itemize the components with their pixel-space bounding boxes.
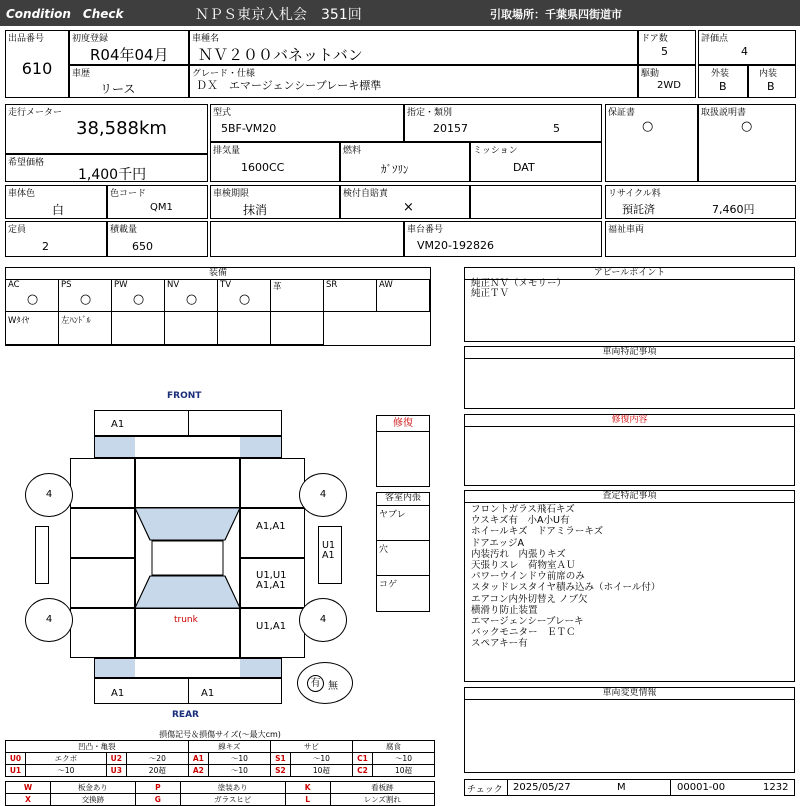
cabin-tear: ヤブレ — [379, 510, 406, 520]
appeal-line-0: 純正ＮＶ（メモリー） — [471, 278, 567, 289]
note-line-3: ドアエッジA — [471, 537, 525, 549]
history-box: 車歴 リース — [69, 65, 189, 98]
designation: 20157 — [433, 122, 468, 135]
note-line-4: 内装汚れ 内張りキズ — [471, 548, 566, 560]
inspection-notes-section — [464, 490, 795, 682]
displacement-box: 排気量 1600CC — [210, 142, 340, 182]
equip-opt-0: Wﾀｲﾔ — [5, 311, 59, 345]
blank-box — [470, 185, 602, 219]
equip-ac: AC ○ — [5, 279, 59, 312]
special-title: 車両特記事項 — [465, 347, 794, 359]
color-box: 車体色 白 — [5, 185, 107, 219]
left-mirror — [35, 526, 49, 584]
trunk-area — [135, 608, 240, 658]
front-right-fender — [240, 458, 305, 508]
legend-desc: ～10 — [290, 753, 352, 765]
lot-number: 610 — [21, 59, 53, 78]
capacity: 2 — [42, 240, 49, 253]
damage-legend — [5, 730, 435, 806]
check-label: チェック — [467, 785, 503, 795]
selfcert: × — [403, 200, 414, 215]
legend-code: U3 — [106, 765, 126, 777]
chassis-number: VM20-192826 — [417, 239, 494, 252]
body-color: 白 — [52, 203, 65, 217]
selfcert-box: 検付自賠責 × — [340, 185, 470, 219]
doors: 5 — [661, 45, 668, 58]
mileage: 38,588km — [76, 118, 167, 139]
warranty: ○ — [642, 119, 654, 134]
legend-code: A1 — [188, 753, 208, 765]
equip-sr: SR — [323, 279, 377, 312]
designation-box: 指定・類別 20157 5 — [404, 104, 602, 142]
legend-code: G — [135, 794, 180, 806]
welfare-box: 福祉車両 — [605, 221, 796, 257]
car-name: ＮＶ２００バネットバン — [198, 46, 363, 64]
repair-box — [376, 415, 430, 487]
legend-group-2: サビ — [270, 741, 352, 753]
spare-tire — [297, 662, 353, 704]
condition-check-title: Condition Check — [6, 7, 124, 21]
color-code: QM1 — [150, 202, 173, 213]
equip-ps: PS ○ — [58, 279, 112, 312]
cabin-title: 客室内張 — [377, 493, 429, 506]
equip-革: 革 — [270, 279, 324, 312]
special-section — [464, 346, 795, 409]
legend-desc: ガラスヒビ — [180, 794, 285, 806]
tire-front-left: 4 — [25, 473, 73, 517]
legend-desc: 板金あり — [51, 782, 136, 794]
legend-code: K — [285, 782, 330, 794]
legend-title: 損傷記号＆損傷サイズ(～最大cm) — [159, 730, 281, 739]
legend-desc: ～10 — [372, 753, 434, 765]
check-staff: M — [617, 782, 626, 793]
price: 1,400千円 — [78, 167, 147, 183]
legend-desc: レンズ割れ — [330, 794, 434, 806]
note-line-8: エアコン内外切替え ノブ欠 — [471, 593, 588, 605]
equip-opt-5 — [270, 311, 324, 345]
history: リース — [100, 82, 136, 96]
note-line-10: エマージェンシーブレーキ — [471, 616, 584, 628]
legend-code: U1 — [6, 765, 26, 777]
legend-group-3: 腐食 — [352, 741, 434, 753]
equip-opt-3 — [164, 311, 218, 345]
model-box: 型式 5BF-VM20 — [210, 104, 404, 142]
capacity-box: 定員 2 — [5, 221, 107, 257]
price-box: 希望価格 1,400千円 — [5, 154, 208, 182]
car-name-box: 車種名 ＮＶ２００バネットバン — [189, 30, 638, 65]
auction-title: ＮＰＳ東京入札会 351回 — [195, 7, 362, 23]
recycle-box: リサイクル料 預託済 7,460円 — [605, 185, 796, 219]
rear-label: REAR — [172, 710, 199, 720]
legend-code: U2 — [106, 753, 126, 765]
legend-code: X — [6, 794, 51, 806]
equip-opt-2 — [111, 311, 165, 345]
footer-bar — [464, 779, 795, 796]
interior-grade: B — [767, 80, 775, 93]
header-bar — [0, 0, 800, 26]
fuel-box: 燃料 ｶﾞｿﾘﾝ — [340, 142, 470, 182]
legend-group-0: 凹凸・亀裂 — [6, 741, 189, 753]
spare-yes: 有 — [307, 675, 324, 692]
changes-title: 車両変更情報 — [465, 688, 794, 700]
windshield-glass — [135, 508, 240, 608]
exterior-grade: B — [719, 80, 727, 93]
legend-desc: ～10 — [26, 765, 107, 777]
note-line-6: パワーウインドウ前席のみ — [471, 571, 585, 583]
right-rear-door: U1,U1 A1,A1 — [240, 558, 305, 608]
legend-desc: ～10 — [208, 765, 270, 777]
appeal-title: アピールポイント — [465, 268, 794, 280]
load-box: 積載量 650 — [107, 221, 208, 257]
repair-content-title: 修復内容 — [465, 415, 794, 427]
check-code: 1232 — [763, 782, 789, 793]
legend-desc: エクボ — [26, 753, 107, 765]
note-line-2: ホイールキズ ドアミラーキズ — [471, 526, 604, 538]
lot-box: 出品番号 610 — [5, 30, 69, 98]
equipment-section — [5, 267, 431, 346]
tire-front-right: 4 — [299, 473, 347, 517]
manual: ○ — [741, 119, 753, 134]
color-code-box: 色コード QM1 — [107, 185, 208, 219]
legend-code: S1 — [270, 753, 290, 765]
legend-group-1: 線キズ — [188, 741, 270, 753]
appeal-line-1: 純正ＴＶ — [471, 288, 510, 299]
legend-desc: ～20 — [126, 753, 188, 765]
displacement: 1600CC — [241, 161, 285, 174]
inspection-notes-title: 査定特記事項 — [465, 491, 794, 503]
grade: ＤＸ エマージェンシーブレーキ標準 — [196, 79, 382, 92]
recycle-fee: 7,460円 — [712, 203, 755, 216]
equip-pw: PW ○ — [111, 279, 165, 312]
repair-content-section — [464, 414, 795, 486]
equip-opt-4 — [217, 311, 271, 345]
legend-code: C2 — [352, 765, 372, 777]
cabin-box — [376, 492, 430, 612]
drive-box: 駆動 2WD — [638, 65, 696, 98]
repair-title: 修復 — [377, 416, 429, 432]
changes-section — [464, 687, 795, 773]
note-line-7: スタッドレスタイヤ積み込み（ホイール付） — [471, 582, 661, 594]
pickup-location: 引取場所：千葉県四街道市 — [490, 8, 622, 21]
legend-code: A2 — [188, 765, 208, 777]
left-front-door — [70, 508, 135, 558]
mission-box: ミッション DAT — [470, 142, 602, 182]
right-panel: U1 A1 — [318, 526, 342, 584]
check-number: 00001-00 — [677, 782, 726, 793]
inspection-box: 車検期限 抹消 — [210, 185, 340, 219]
legend-desc: ～10 — [208, 753, 270, 765]
legend-code: L — [285, 794, 330, 806]
recycle-status: 預託済 — [622, 203, 655, 216]
note-line-11: バックモニター ＥＴＣ — [471, 627, 576, 639]
manual-box: 取扱説明書 ○ — [698, 104, 796, 182]
legend-desc: 10超 — [290, 765, 352, 777]
rating-box: 評価点 4 — [698, 30, 796, 65]
mileage-box: 走行メーター 38,588km — [5, 104, 208, 154]
category: 5 — [553, 122, 560, 135]
equip-nv: NV ○ — [164, 279, 218, 312]
right-front-door: A1,A1 — [240, 508, 305, 558]
legend-desc: 交換跡 — [51, 794, 136, 806]
trunk-label: trunk — [174, 615, 198, 625]
front-bumper-right — [188, 410, 282, 436]
left-rear-door — [70, 558, 135, 608]
note-line-0: フロントガラス飛石キズ — [471, 504, 575, 515]
legend-desc: 看板跡 — [330, 782, 434, 794]
tire-rear-right: 4 — [299, 598, 347, 642]
equipment-title: 装備 — [6, 268, 430, 280]
legend-desc: 塗装あり — [180, 782, 285, 794]
legend-code: P — [135, 782, 180, 794]
front-left-fender — [70, 458, 135, 508]
equip-aw: AW — [376, 279, 430, 312]
legend-code: W — [6, 782, 51, 794]
first-reg: R04年04月 — [90, 46, 169, 64]
model: 5BF-VM20 — [221, 122, 277, 135]
front-bumper-left: A1 — [94, 410, 189, 436]
chassis-box: 車台番号 VM20-192826 — [404, 221, 602, 257]
rear-bumper-left: A1 — [94, 678, 189, 704]
exterior-box: 外装 B — [698, 65, 748, 98]
blank-box-2 — [210, 221, 404, 257]
interior-box: 内装 B — [748, 65, 796, 98]
note-line-9: 横滑り防止装置 — [471, 604, 538, 616]
hood — [135, 458, 240, 508]
front-label: FRONT — [167, 391, 202, 401]
note-line-5: 天張りスレ 荷物室ＡＵ — [471, 560, 576, 572]
drive: 2WD — [657, 80, 681, 91]
legend-desc: 20超 — [126, 765, 188, 777]
legend-code: C1 — [352, 753, 372, 765]
first-reg-box: 初度登録 R04年04月 — [69, 30, 189, 65]
rating: 4 — [741, 45, 748, 58]
cabin-hole: 穴 — [379, 545, 389, 555]
legend-code: U0 — [6, 753, 26, 765]
fuel: ｶﾞｿﾘﾝ — [381, 163, 409, 176]
equip-opt-1: 左ﾊﾝﾄﾞﾙ — [58, 311, 112, 345]
check-date: 2025/05/27 — [513, 782, 571, 793]
cabin-burn: コゲ — [379, 580, 398, 590]
grade-box: グレード・仕様 ＤＸ エマージェンシーブレーキ標準 — [189, 65, 638, 98]
note-line-1: ウスキズ有 小A小U有 — [471, 515, 570, 527]
tire-rear-left: 4 — [25, 598, 73, 642]
doors-box: ドア数 5 — [638, 30, 696, 65]
load: 650 — [132, 240, 153, 253]
rear-bumper-right: A1 — [188, 678, 282, 704]
right-rear-quarter: U1,A1 — [240, 608, 305, 658]
equip-tv: TV ○ — [217, 279, 271, 312]
inspection: 抹消 — [243, 203, 268, 217]
note-line-12: スペアキー有 — [471, 638, 528, 650]
spare-none: 無 — [328, 681, 338, 692]
left-rear-quarter — [70, 608, 135, 658]
legend-code: S2 — [270, 765, 290, 777]
appeal-section — [464, 267, 795, 342]
mission: DAT — [513, 161, 535, 174]
warranty-box: 保証書 ○ — [605, 104, 698, 182]
legend-desc: 10超 — [372, 765, 434, 777]
